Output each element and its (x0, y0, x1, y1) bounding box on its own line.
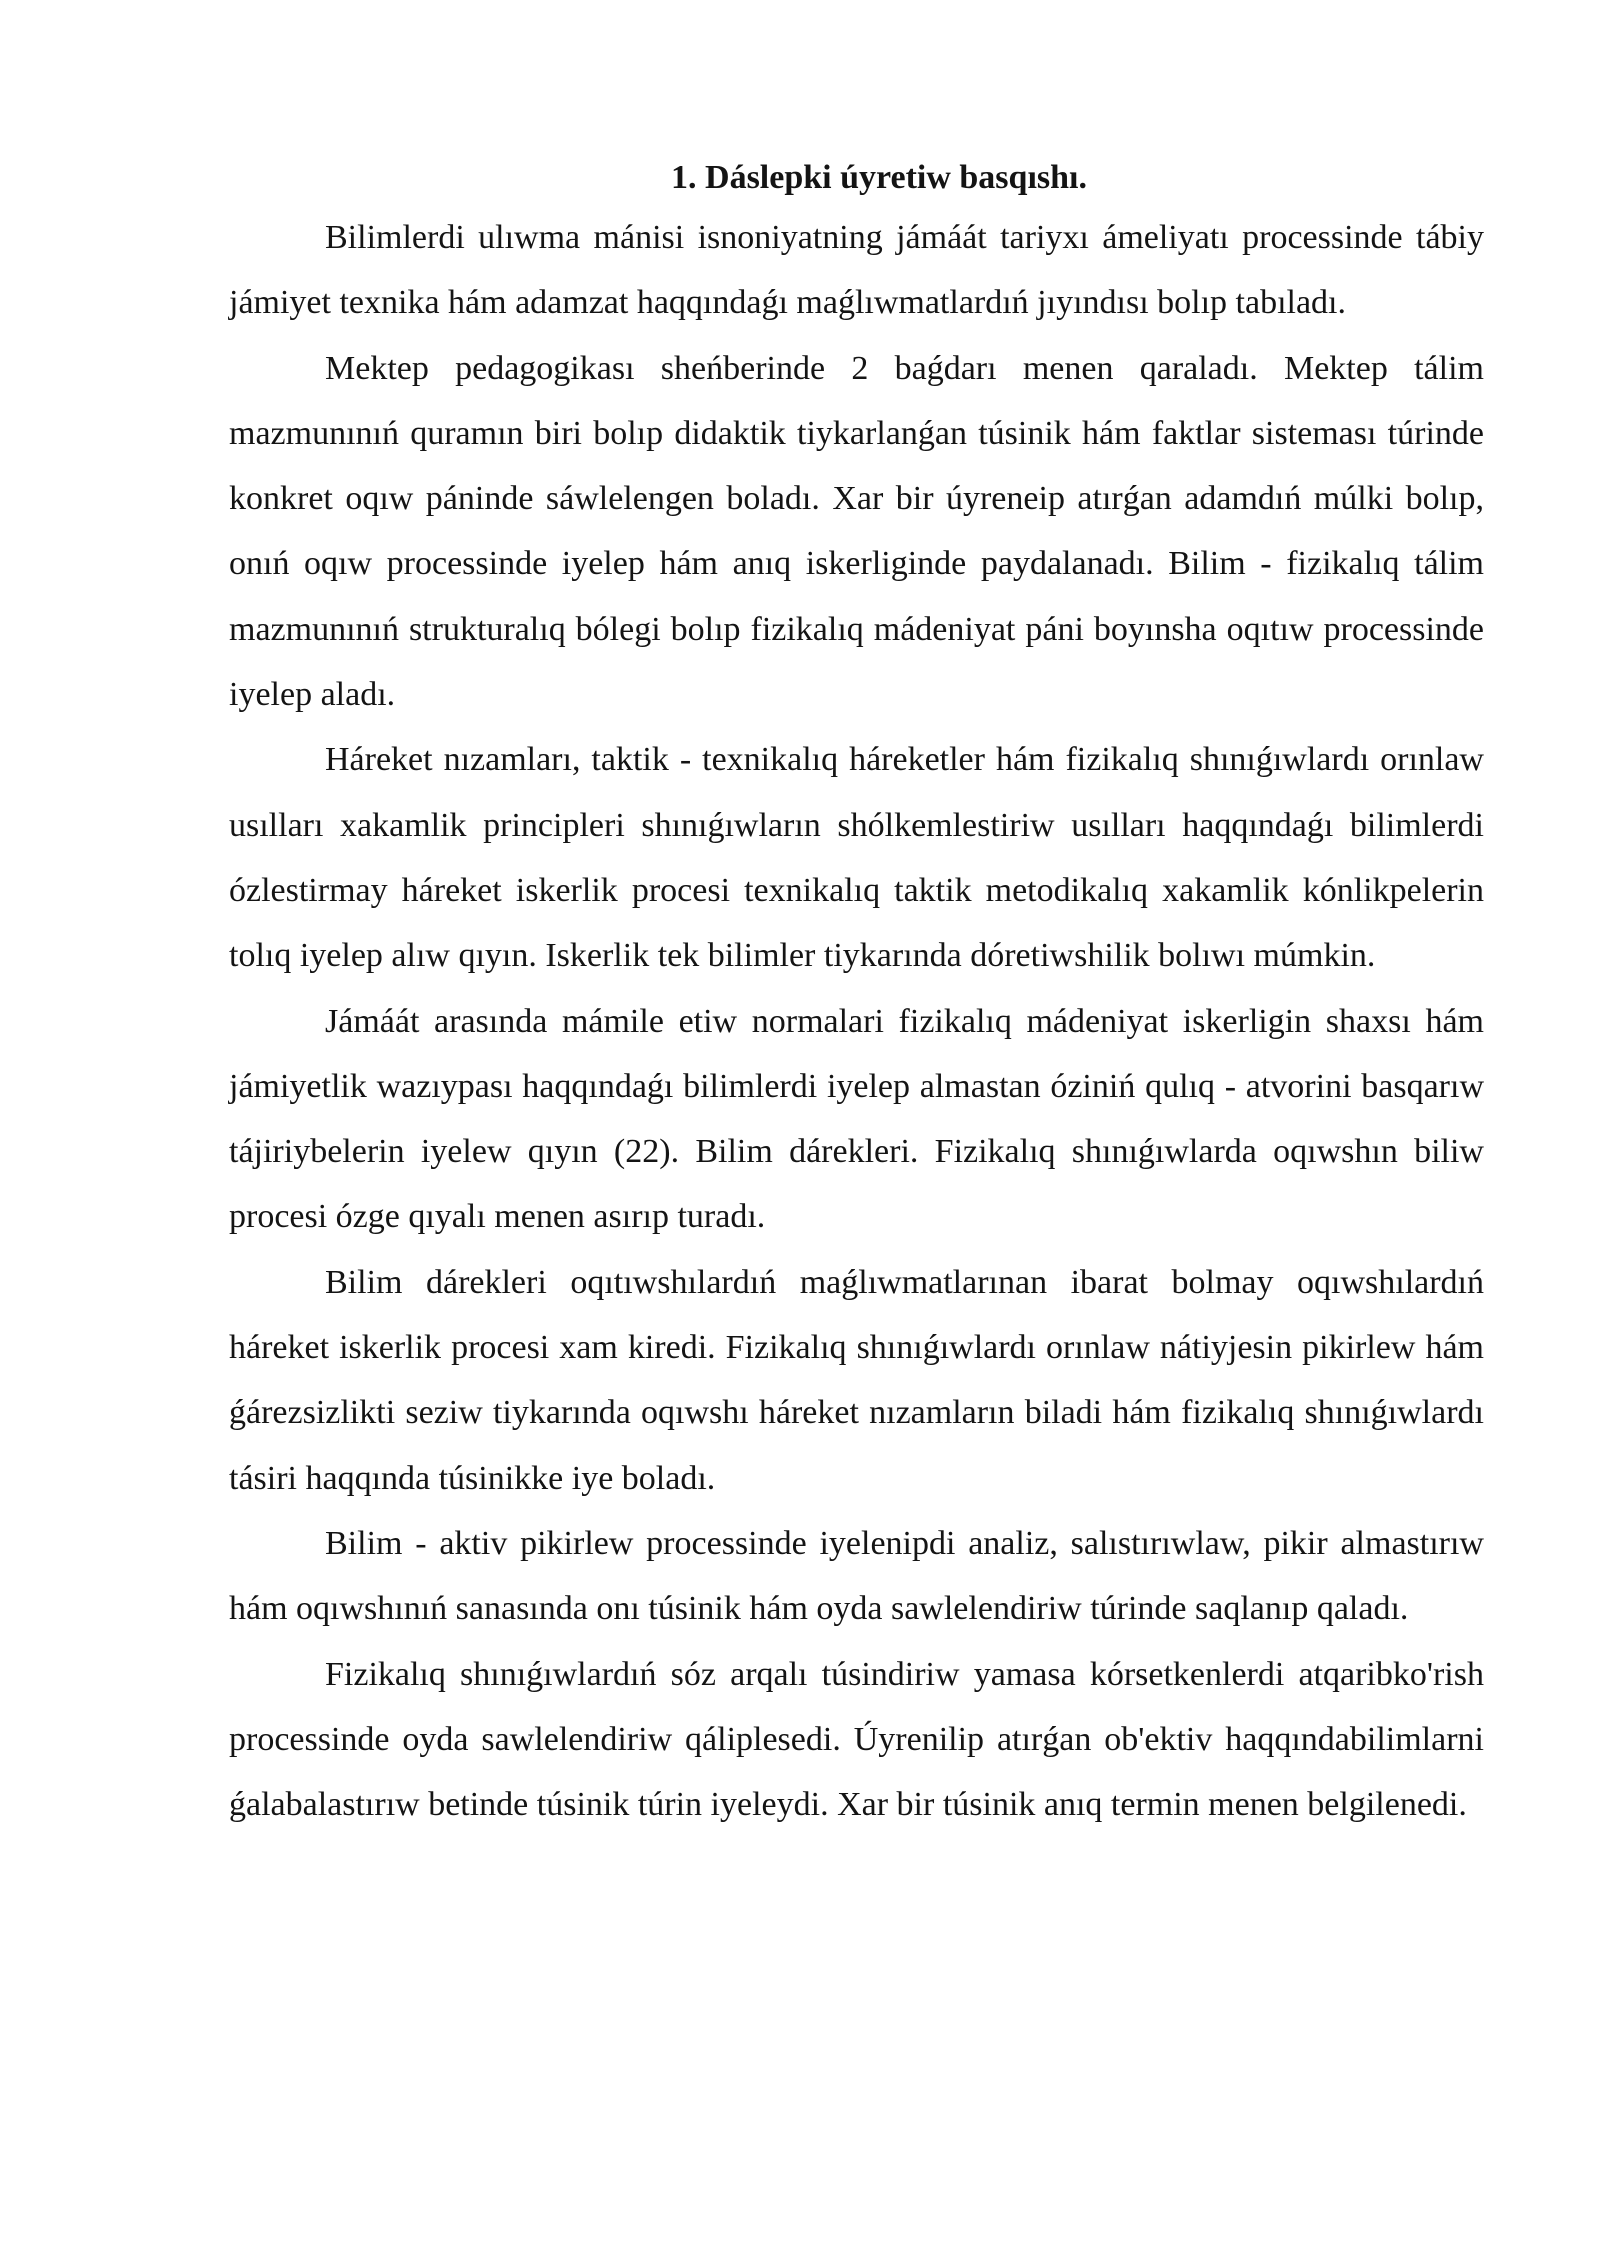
paragraph-3: Háreket nızamları, taktik - texnikalıq háreketler hám fizikalıq shınıǵıwlardı orınlaw usılları xakamlik principleri shınıǵıwların shólkemlestiriw usılları haqqındaǵı bilimlerdi ózlestirmay háreket iskerlik procesi texnikalıq taktik metodikalıq xakamlik kónlikpelerin tolıq iyelep alıw qıyın. Iskerlik tek bilimler tiykarında dóretiwshilik bolıwı múmkin. (229, 741, 1484, 975)
paragraph-2: Mektep pedagogikası sheńberinde 2 baǵdarı menen qaraladı. Mektep tálim mazmunınıń quramın biri bolıp didaktik tiykarlanǵan túsinik hám faktlar sisteması túrinde konkret oqıw páninde sáwlelengen boladı. Xar bir úyreneip atırǵan adamdıń múlki bolıp, onıń oqıw processinde iyelep hám anıq iskerliginde paydalanadı. Bilim - fizikalıq tálim mazmunınıń strukturalıq bólegi bolıp fizikalıq mádeniyat páni boyınsha oqıtıw processinde iyelep aladı. (229, 349, 1484, 714)
paragraph-6: Bilim - aktiv pikirlew processinde iyelenipdi analiz, salıstırıwlaw, pikir almastırıw hám oqıwshınıń sanasında onı túsinik hám oyda sawlelendiriw túrinde saqlanıp qaladı. (229, 1524, 1484, 1628)
document-body (229, 150, 1484, 1837)
paragraph-5: Bilim dárekleri oqıtıwshılardıń maǵlıwmatlarınan ibarat bolmay oqıwshılardıń háreket iskerlik procesi xam kiredi. Fizikalıq shınıǵıwlardı orınlaw nátiyjesin pikirlew hám ǵárezsizlikti seziw tiykarında oqıwshı háreket nızamların biladi hám fizikalıq shınıǵıwlardı tásiri haqqında túsinikke iye boladı. (229, 1263, 1484, 1497)
paragraph-7: Fizikalıq shınıǵıwlardıń sóz arqalı túsindiriw yamasa kórsetkenlerdi atqaribko'rish processinde oyda sawlelendiriw qáliplesedi. Úyrenilip atırǵan ob'ektiv haqqındabilimlarni ǵalabalastırıw betinde túsinik túrin iyeleydi. Xar bir túsinik anıq termin menen belgilenedi. (229, 1655, 1484, 1824)
paragraph-1: Bilimlerdi ulıwma mánisi isnoniyatning jámáát tariyxı ámeliyatı processinde tábiy jámiyet texnika hám adamzat haqqındaǵı maǵlıwmatlardıń jıyındısı bolıp tabıladı. (229, 219, 1484, 322)
section-heading: 1. Dáslepki úyretiw basqıshı. (671, 159, 1087, 196)
paragraph-4: Jámáát arasında mámile etiw normalari fizikalıq mádeniyat iskerligin shaxsı hám jámiyetlik wazıypası haqqındaǵı bilimlerdi iyelep almastan óziniń qulıq - atvorini basqarıw tájiriybelerin iyelew qıyın (22). Bilim dárekleri. Fizikalıq shınıǵıwlarda oqıwshın biliw procesi ózge qıyalı menen asırıp turadı. (229, 1002, 1484, 1236)
